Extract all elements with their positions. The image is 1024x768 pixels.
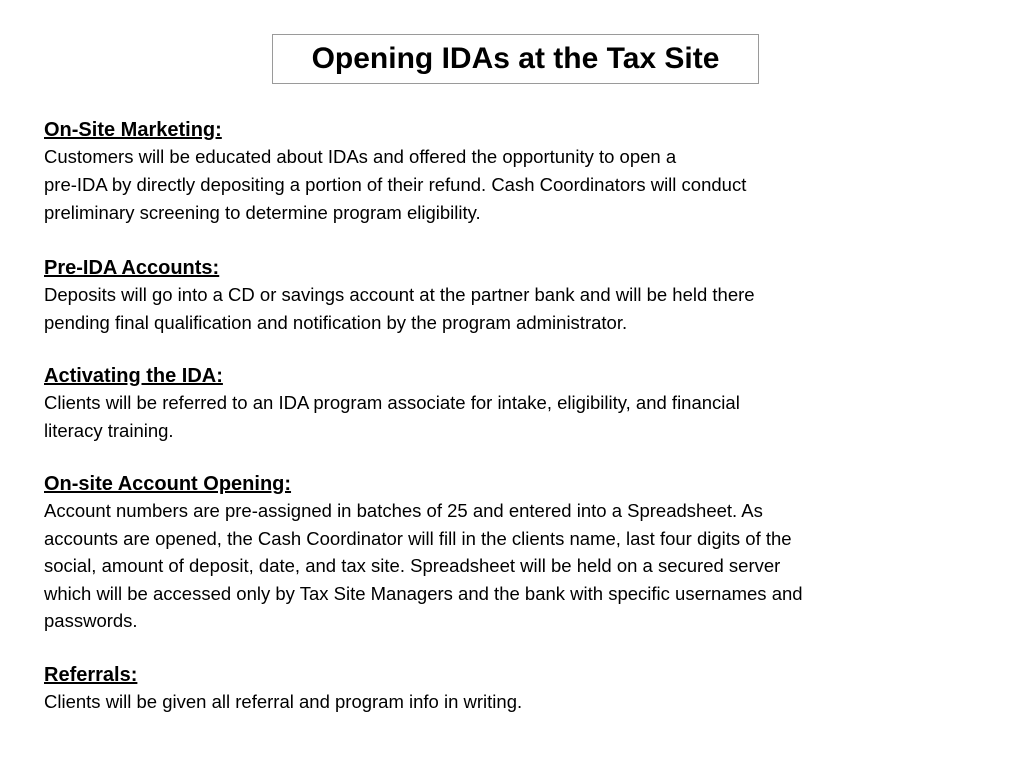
section-text-line: Customers will be educated about IDAs and offered the opportunity to open a (44, 146, 677, 167)
section-heading: Pre-IDA Accounts: (44, 257, 220, 279)
section-pre-ida-accounts (44, 255, 1004, 336)
section-text-line: Deposits will go into a CD or savings account at the partner bank and will be held there (44, 284, 755, 305)
section-text-line: pre-IDA by directly depositing a portion of their refund. Cash Coordinators will conduct (44, 173, 747, 195)
section-text-line: social, amount of deposit, date, and tax site. Spreadsheet will be held on a secured server (44, 555, 781, 576)
section-text-line: Clients will be given all referral and program info in writing. (44, 690, 523, 712)
section-on-site-marketing (44, 117, 1004, 228)
section-heading: Activating the IDA: (44, 365, 223, 387)
section-text-line: passwords. (44, 610, 138, 631)
section-text-line: pending final qualification and notification by the program administrator. (44, 311, 628, 333)
section-text-line: Clients will be referred to an IDA program associate for intake, eligibility, and financial (44, 392, 740, 413)
section-heading: Referrals: (44, 663, 138, 686)
section-on-site-account-opening (44, 471, 1004, 635)
section-text-line: accounts are opened, the Cash Coordinator will fill in the clients name, last four digits of the (44, 527, 792, 549)
slide-title: Opening IDAs at the Tax Site (311, 42, 720, 75)
section-text-line: Account numbers are pre-assigned in batches of 25 and entered into a Spreadsheet. As (44, 500, 763, 521)
slide-content (44, 117, 1004, 742)
section-referrals (44, 662, 1004, 716)
section-activating-the-ida (44, 363, 1004, 444)
section-text-line: literacy training. (44, 419, 174, 441)
section-heading: On-Site Marketing: (44, 119, 222, 141)
section-heading: On-site Account Opening: (44, 473, 292, 495)
slide-title-box (272, 34, 759, 84)
section-text-line: which will be accessed only by Tax Site Managers and the bank with specific usernames and (44, 582, 803, 604)
section-text-line: preliminary screening to determine program eligibility. (44, 202, 481, 223)
